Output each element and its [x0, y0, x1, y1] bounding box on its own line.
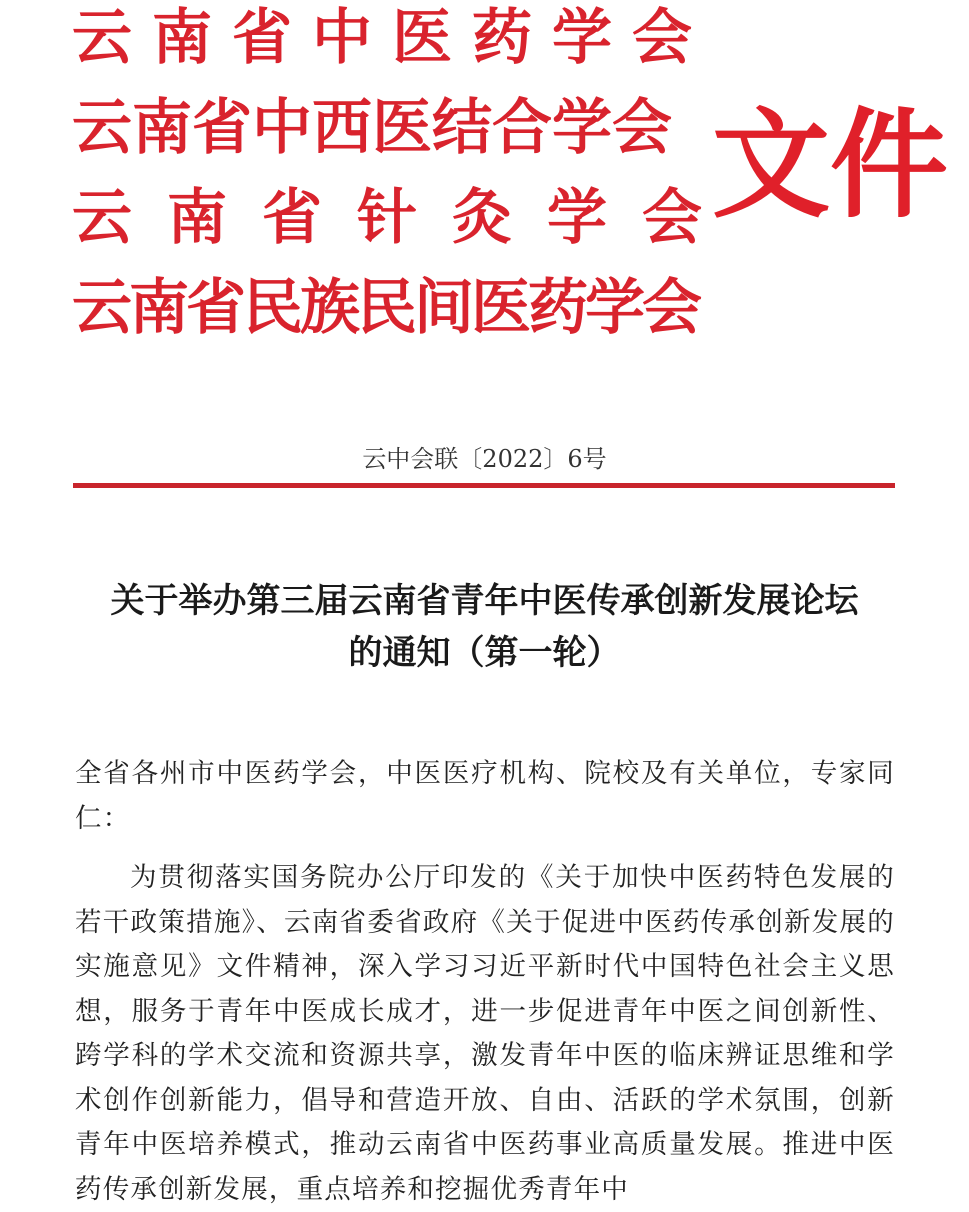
issuer-org-4: 云南省民族民间医药学会	[72, 273, 699, 343]
notice-title	[60, 575, 909, 679]
document-header	[72, 0, 969, 360]
document-type-label: 文件	[712, 95, 949, 234]
issuer-org-1: 云南省中医药学会	[72, 3, 712, 73]
notice-title-line-1: 关于举办第三届云南省青年中医传承创新发展论坛	[110, 581, 859, 621]
notice-title-line-2: 的通知（第一轮）	[348, 633, 621, 673]
issuer-org-2: 云南省中西医结合学会	[72, 93, 672, 163]
salutation: 全省各州市中医药学会，中医医疗机构、院校及有关单位，专家同仁：	[75, 758, 895, 834]
issuer-org-3: 云南省针灸学会	[72, 183, 737, 253]
document-number: 云中会联〔2022〕6号	[362, 445, 607, 473]
red-divider	[73, 483, 895, 488]
body-paragraph: 为贯彻落实国务院办公厅印发的《关于加快中医药特色发展的若干政策措施》、云南省委省政府《关于促进中医药传承创新发展的实施意见》文件精神，深入学习习近平新时代中国特色社会主义思想，服务于青年中医成长成才，进一步促进青年中医之间创新性、跨学科的学术交流和资源共享，激发青年中医的临床辨证思维和学术创作创新能力，倡导和营造开放、自由、活跃的学术氛围，创新青年中医培养模式，推动云南省中医药事业高质量发展。推进中医药传承创新发展，重点培养和挖掘优秀青年中	[75, 862, 895, 1205]
